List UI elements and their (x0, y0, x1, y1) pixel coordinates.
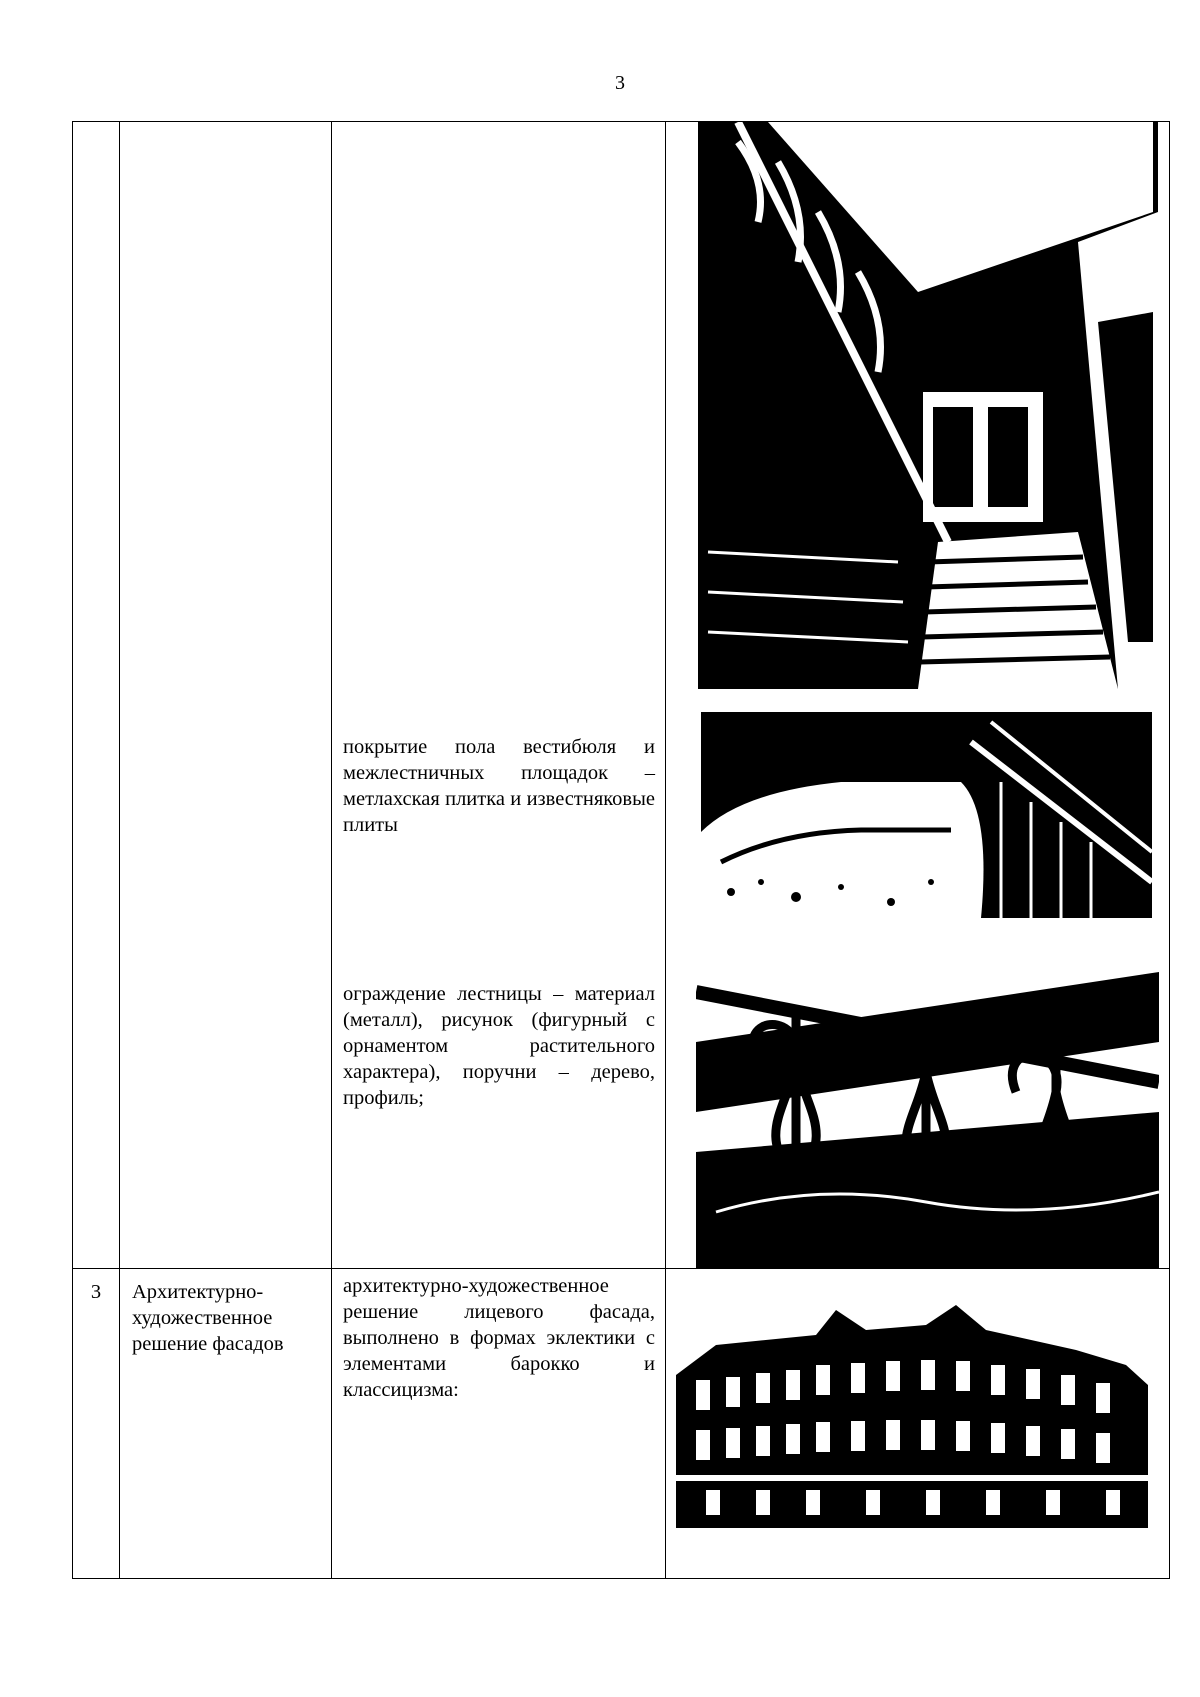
stair-railing-text: ограждение лестницы – материал (металл), рисунок (фигурный с орнаментом растительного характера), поручни – дерево, профиль; (343, 983, 655, 1109)
row-description-cell (332, 122, 666, 1269)
facade-photo (676, 1305, 1148, 1528)
row-number-cell (73, 122, 120, 1269)
table-row (73, 122, 1170, 1269)
row-number-cell: 3 (73, 1269, 120, 1579)
page-number: 3 (615, 72, 625, 94)
facade-text: архитектурно-художественное решение лицевого фасада, выполнено в формах эклектики с элементами барокко и классицизма: (343, 1275, 655, 1401)
floor-covering-text: покрытие пола вестибюля и межлестничных площадок – метлахская плитка и известняковые плиты (343, 736, 655, 836)
document-table (72, 121, 1170, 1579)
railing-photo (696, 952, 1159, 1269)
row-name-cell (120, 122, 332, 1269)
row-photo-cell (666, 122, 1170, 1269)
staircase-photo (698, 122, 1158, 689)
floor-photo (701, 712, 1152, 918)
row-name-cell: Архитектурно-художественное решение фасадов (120, 1269, 332, 1579)
table-row (73, 1269, 1170, 1579)
row-description-cell (332, 1269, 666, 1579)
row-photo-cell (666, 1269, 1170, 1579)
